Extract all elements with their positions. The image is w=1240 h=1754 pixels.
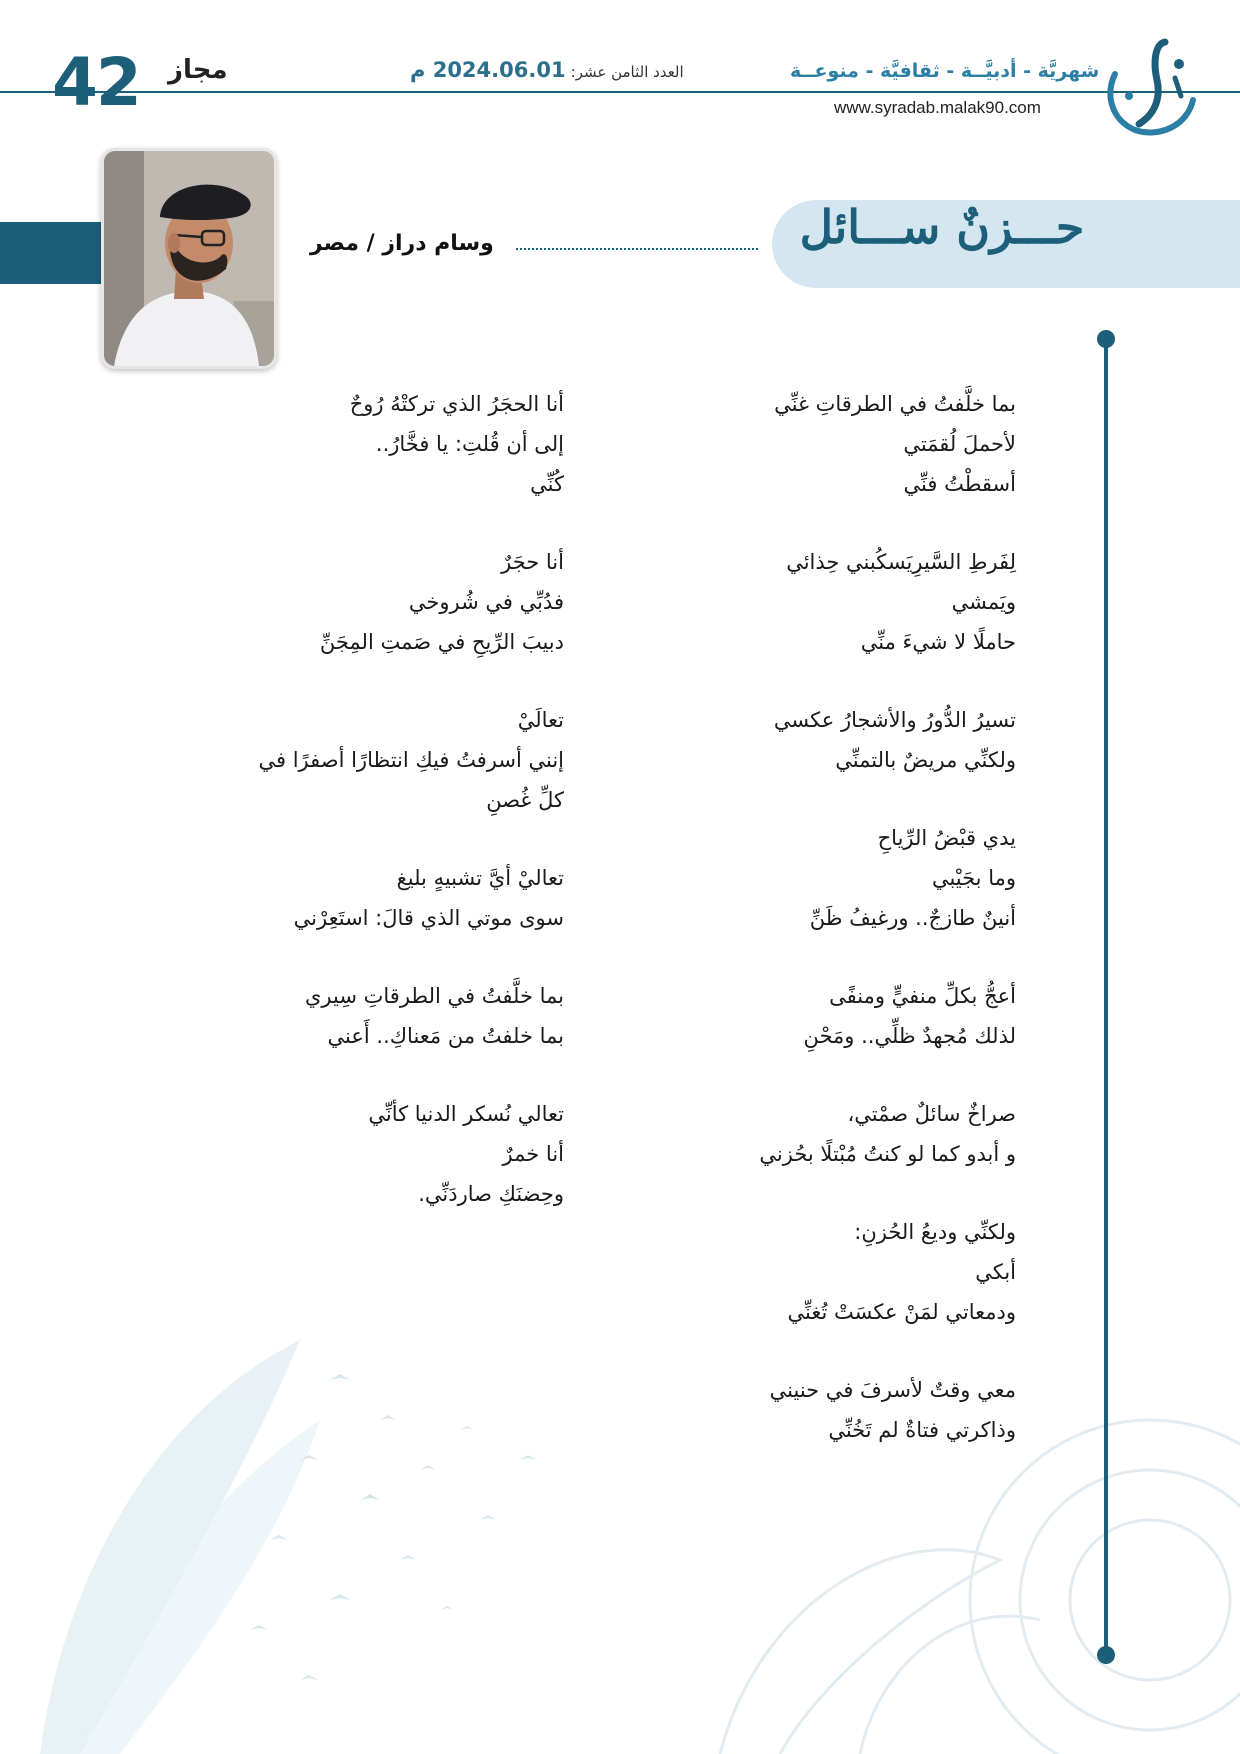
poem-stanza	[596, 976, 1016, 1056]
article-title: حـــزنٌ ســـائل	[799, 200, 1085, 254]
author-photo	[101, 148, 277, 369]
poem-stanza	[596, 818, 1016, 938]
poem-line: أعجُّ بكلِّ منفيٍّ ومنفًى	[829, 984, 1016, 1008]
page-number: 42	[52, 44, 140, 121]
poem-line: و أبدو كما لو كنتُ مُبْتلًا بحُزني	[759, 1142, 1016, 1166]
poem-line: أبكي	[975, 1260, 1016, 1284]
poem-stanza	[94, 1094, 564, 1214]
poem-line: وما بجَيْبي	[931, 866, 1016, 890]
issue-info	[410, 58, 684, 82]
issue-label: العدد الثامن عشر:	[570, 63, 684, 81]
poem-line: تسيرُ الدُّورُ والأشجارُ عكسي	[773, 708, 1016, 732]
author-portrait-icon	[104, 151, 274, 366]
poem-line: أنينٌ طازجٌ.. ورغيفُ ظَنِّ	[809, 906, 1016, 930]
title-band-accent	[0, 222, 104, 284]
poem-line: أسقطْتُ فنِّي	[903, 472, 1016, 496]
poem-line: كلِّ غُصنِ	[486, 788, 564, 812]
poem-line: إلى أن قُلتِ: يا فخَّارُ..	[375, 432, 564, 456]
issue-date: 2024.06.01 م	[410, 58, 566, 82]
poem-line: كُنِّي	[530, 472, 564, 496]
poem-line: وحِضنَكِ صاردَنِّي.	[418, 1182, 564, 1206]
poem-line: لأحملَ لُقمَتي	[903, 432, 1016, 456]
author-name: وسام دراز / مصر	[310, 231, 494, 256]
poem-line: بما خلَّفتُ في الطرقاتِ غنِّي	[774, 392, 1016, 416]
poem-line: فدُبِّي في شُروخي	[408, 590, 564, 614]
poem-line: ولكنِّي وديعُ الحُزنِ:	[854, 1220, 1016, 1244]
magazine-logo-icon	[1095, 34, 1205, 138]
poem-line: أنا الحجَرُ الذي تركتْهُ رُوحٌ	[349, 392, 564, 416]
poem-line: وذاكرتي فتاةٌ لم تَخُنِّي	[828, 1418, 1016, 1442]
poem-column-left	[94, 384, 564, 1252]
poem-line: حاملًا لا شيءَ منِّي	[860, 630, 1016, 654]
poem-line: بما خلَّفتُ في الطرقاتِ سِيري	[304, 984, 564, 1008]
magazine-tagline: شهريَّة - أدبيَّــة - ثقافيَّة - منوعــة	[790, 60, 1100, 82]
rule-cap-bottom	[1097, 1646, 1115, 1664]
poem-stanza	[94, 384, 564, 504]
section-name: مجاز	[168, 55, 228, 85]
poem-line: لِفَرطِ السَّيرِيَسكُبني حِذائي	[786, 550, 1016, 574]
poem-stanza	[94, 858, 564, 938]
poem-stanza	[596, 384, 1016, 504]
poem-line: بما خلفتُ من مَعناكِ.. أَعني	[327, 1024, 564, 1048]
poem-line: سوى موتي الذي قالَ: استَعِرْني	[293, 906, 564, 930]
poem-stanza	[94, 542, 564, 662]
website-link[interactable]: www.syradab.malak90.com	[834, 98, 1041, 117]
dotted-separator	[516, 248, 758, 250]
poem-stanza	[596, 700, 1016, 780]
vertical-rule	[1104, 338, 1108, 1654]
poem-line: ويَمشي	[951, 590, 1016, 614]
poem-stanza	[596, 1094, 1016, 1174]
poem-line: إنني أسرفتُ فيكِ انتظارًا أصفرًا في	[258, 748, 564, 772]
poem-line: دبيبَ الرِّيحِ في صَمتِ المِجَنِّ	[319, 630, 564, 654]
poem-stanza	[596, 1370, 1016, 1450]
header-rule	[0, 91, 1240, 93]
poem-line: صراخٌ سائلٌ صمْتي،	[847, 1102, 1016, 1126]
poem-line: ودمعاتي لمَنْ عكسَتْ تُغنِّي	[787, 1300, 1016, 1324]
poem-line: أنا حجَرٌ	[501, 550, 564, 574]
poem-line: ولكنِّي مريضٌ بالتمنِّي	[835, 748, 1016, 772]
rule-cap-top	[1097, 330, 1115, 348]
poem-stanza	[596, 1212, 1016, 1332]
poem-line: تعالَيْ	[517, 708, 564, 732]
poem-stanza	[94, 700, 564, 820]
poem-line: يدي قبْضُ الرِّياحِ	[877, 826, 1016, 850]
poem-line: لذلك مُجهدٌ ظلِّي.. ومَحْنِ	[803, 1024, 1016, 1048]
poem-stanza	[94, 976, 564, 1056]
poem-stanza	[596, 542, 1016, 662]
poem-line: تعاليْ أيَّ تشبيهٍ بليغ	[396, 866, 564, 890]
poem-line: أنا خمرٌ	[502, 1142, 564, 1166]
poem-line: معي وقتٌ لأسرفَ في حنيني	[769, 1378, 1016, 1402]
poem-column-right	[596, 384, 1016, 1488]
poem-line: تعالي نُسكر الدنيا كأنِّي	[368, 1102, 564, 1126]
